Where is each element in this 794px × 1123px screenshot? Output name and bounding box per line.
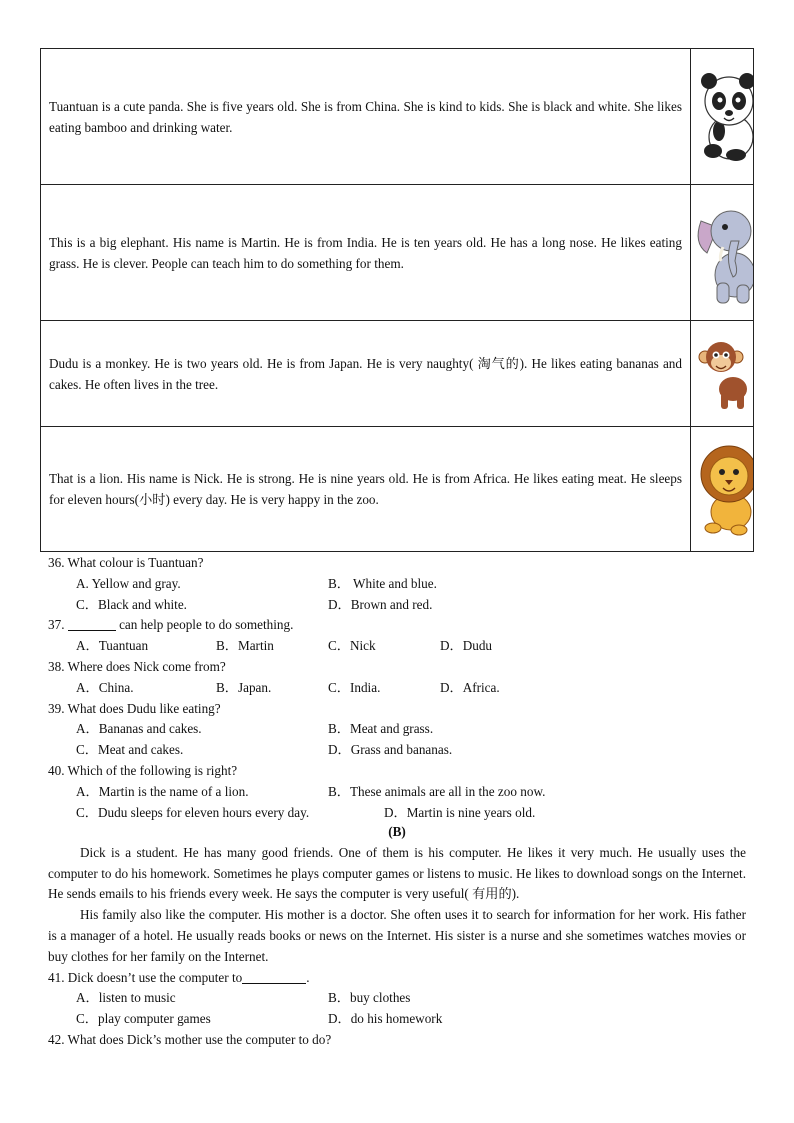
option-a[interactable]: A．Tuantuan [76, 638, 149, 654]
options-row [48, 782, 748, 803]
questions-section-a [48, 553, 748, 823]
answer-blank[interactable] [242, 969, 306, 984]
option-a[interactable]: A. Yellow and gray. [76, 575, 181, 591]
question-stem: 41. Dick doesn’t use the computer to [48, 969, 243, 985]
option-a[interactable]: A．Martin is the name of a lion. [76, 783, 249, 799]
question-end: . [306, 969, 310, 985]
monkey-icon [691, 327, 753, 417]
option-c[interactable]: C．Black and white. [76, 596, 187, 612]
option-b[interactable]: B．Meat and grass. [328, 721, 434, 737]
option-a[interactable]: A．listen to music [76, 990, 176, 1006]
option-b[interactable]: B．These animals are all in the zoo now. [328, 783, 546, 799]
option-d[interactable]: D．Dudu [440, 638, 493, 654]
option-d[interactable]: D．Brown and red. [328, 596, 433, 612]
question-38 [48, 657, 748, 678]
passage-paragraph-1: Dick is a student. He has many good friends. One of them is his computer. He likes it very much. He usually uses the computer to do his homework. Sometimes he plays computer games or listens to music. He likes to download songs on the Internet. He sends emails to his friends every week. He says the computer is very useful( 有用的). [48, 844, 746, 902]
options-row [48, 803, 748, 824]
elephant-description: This is a big elephant. His name is Martin. He is from India. He is ten years old. He has a long nose. He likes eating grass. He is clever. People can teach him to do something for them. [41, 185, 691, 321]
option-c[interactable]: C．India. [328, 679, 381, 695]
option-b[interactable]: B． White and blue. [328, 575, 437, 591]
section-b [48, 822, 746, 1051]
question-stem: can help people to do something. [115, 617, 294, 633]
option-a[interactable]: A．China. [76, 679, 134, 695]
question-41 [48, 968, 746, 989]
lion-picture [691, 427, 754, 552]
option-d[interactable]: D．do his homework [328, 1011, 443, 1027]
options-row [48, 678, 748, 699]
options-row [48, 719, 748, 740]
animal-table [40, 48, 754, 552]
table-row [41, 185, 754, 321]
panda-icon [691, 55, 753, 175]
option-c[interactable]: C．play computer games [76, 1011, 211, 1027]
elephant-picture [691, 185, 754, 321]
monkey-description: Dudu is a monkey. He is two years old. He is from Japan. He is very naughty( 淘气的). He likes eating bananas and cakes. He often lives in the tree. [41, 321, 691, 427]
question-39 [48, 699, 748, 720]
question-36 [48, 553, 748, 574]
options-row [48, 595, 748, 616]
option-b[interactable]: B．Japan. [216, 679, 272, 695]
options-row [48, 988, 746, 1009]
option-b[interactable]: B．buy clothes [328, 990, 411, 1006]
option-a[interactable]: A．Bananas and cakes. [76, 721, 202, 737]
lion-description: That is a lion. His name is Nick. He is strong. He is nine years old. He is from Africa. He likes eating meat. He sleeps for eleven hours(小时) every day. He is very happy in the zoo. [41, 427, 691, 552]
question-number: 37. [48, 617, 65, 633]
question-stem: 36. What colour is Tuantuan? [48, 555, 204, 570]
options-row [48, 740, 748, 761]
question-37 [48, 615, 748, 636]
table-row [41, 427, 754, 552]
table-row [41, 49, 754, 185]
table-row [41, 321, 754, 427]
panda-description: Tuantuan is a cute panda. She is five years old. She is from China. She is kind to kids. She is black and white. She likes eating bamboo and drinking water. [41, 49, 691, 185]
option-d[interactable]: D．Africa. [440, 679, 500, 695]
question-stem: 42. What does Dick’s mother use the computer to do? [48, 1031, 332, 1047]
question-42 [48, 1030, 746, 1051]
option-c[interactable]: C．Nick [328, 638, 376, 654]
option-d[interactable]: D．Martin is nine years old. [384, 804, 536, 820]
question-stem: 38. Where does Nick come from? [48, 658, 226, 674]
question-40 [48, 761, 748, 782]
options-row [48, 574, 748, 595]
option-b[interactable]: B．Martin [216, 638, 274, 654]
options-row [48, 636, 748, 657]
option-c[interactable]: C．Dudu sleeps for eleven hours every day. [76, 804, 310, 820]
option-c[interactable]: C．Meat and cakes. [76, 742, 184, 758]
lion-icon [691, 432, 753, 542]
monkey-picture [691, 321, 754, 427]
answer-blank[interactable] [68, 616, 116, 631]
options-row [48, 1009, 746, 1030]
question-stem: 39. What does Dudu like eating? [48, 700, 221, 716]
question-stem: 40. Which of the following is right? [48, 762, 238, 778]
option-d[interactable]: D．Grass and bananas. [328, 742, 453, 758]
elephant-icon [691, 191, 753, 311]
passage-paragraph-2: His family also like the computer. His mother is a doctor. She often uses it to search for information for her work. His father is a manager of a hotel. He usually reads books or news on the Internet. His sister is a nurse and she sometimes watches movies or buy clothes for her family on the Internet. [48, 907, 746, 964]
panda-picture [691, 49, 754, 185]
section-title: (B) [388, 824, 406, 839]
